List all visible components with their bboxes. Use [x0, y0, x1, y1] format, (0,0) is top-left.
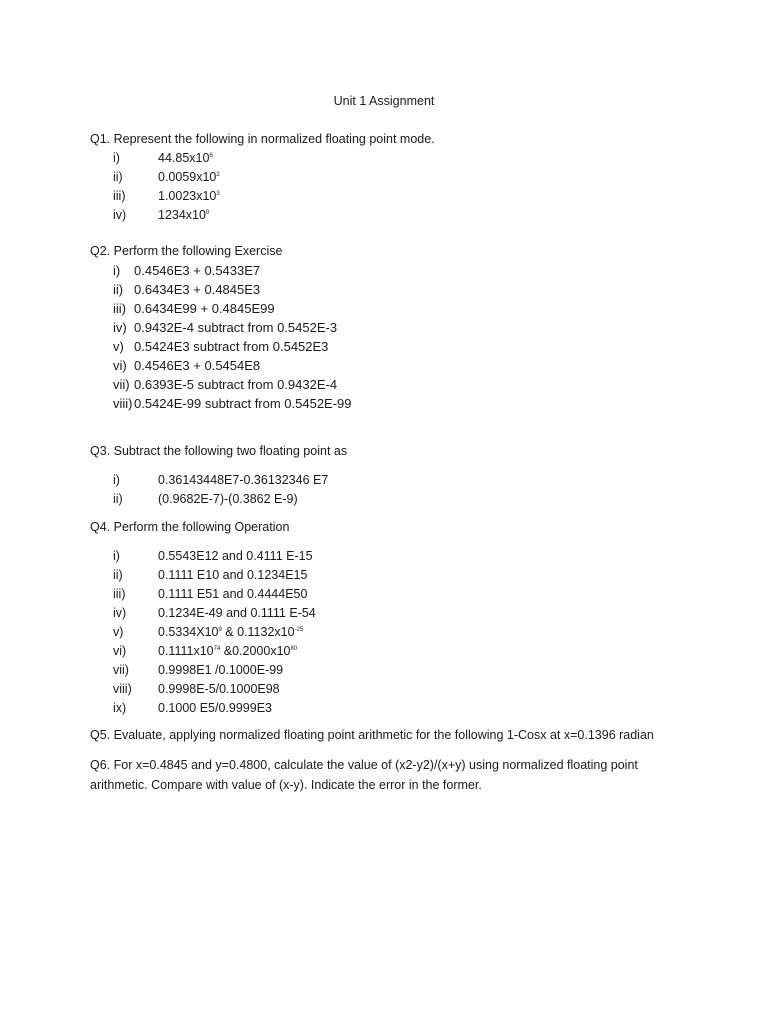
list-item — [90, 623, 690, 642]
item-number: ii) — [113, 282, 124, 297]
list-item — [90, 471, 690, 490]
list-item — [90, 318, 690, 337]
document-title: Unit 1 Assignment — [333, 94, 435, 108]
question-3-items — [90, 471, 690, 509]
list-item — [90, 699, 690, 718]
item-value: $1234x10^0$ — [158, 208, 210, 222]
question-5-text: Q5. Evaluate, applying normalized floating point arithmetic for the following 1-Cosx at x=0.1396 radian — [90, 728, 654, 742]
item-number: i) — [113, 151, 120, 165]
list-item — [90, 187, 690, 206]
item-value: 0.9998E-5/0.1000E98 — [158, 682, 280, 696]
question-4-items — [90, 547, 690, 718]
item-number: v) — [113, 339, 124, 354]
list-item — [90, 206, 690, 225]
item-number: v) — [113, 625, 124, 639]
item-number: iv) — [113, 208, 127, 222]
item-value: 0.1000 E5/0.9999E3 — [158, 701, 272, 715]
item-value: (0.9682E-7)-(0.3862 E-9) — [158, 492, 298, 506]
list-item — [90, 337, 690, 356]
item-number: i) — [113, 263, 121, 278]
question-2 — [90, 242, 690, 413]
question-3-heading: Q3. Subtract the following two floating point as — [90, 444, 348, 458]
item-number: vii) — [113, 377, 130, 392]
item-number: i) — [113, 473, 120, 487]
list-item — [90, 680, 690, 699]
item-number: iv) — [113, 606, 127, 620]
item-number: iii) — [113, 189, 126, 203]
item-number: vii) — [113, 663, 129, 677]
item-value: $44.85x10^6$ — [158, 151, 213, 165]
item-value: 0.1234E-49 and 0.1111 E-54 — [158, 606, 316, 620]
item-number: ii) — [113, 568, 123, 582]
list-item — [90, 547, 690, 566]
list-item — [90, 642, 690, 661]
item-value: 0.6434E99 + 0.4845E99 — [134, 301, 275, 316]
item-value: 0.6393E-5 subtract from 0.9432E-4 — [134, 377, 338, 392]
question-1 — [90, 130, 690, 225]
list-item — [90, 490, 690, 509]
list-item — [90, 661, 690, 680]
question-4 — [90, 518, 690, 537]
item-value: 0.1111 E10 and 0.1234E15 — [158, 568, 308, 582]
item-value: 0.5424E-99 subtract from 0.5452E-99 — [134, 396, 352, 411]
question-6-line-1: Q6. For x=0.4845 and y=0.4800, calculate the value of (x2-y2)/(x+y) using normalized floating point — [90, 758, 638, 772]
item-value: 0.9998E1 /0.1000E-99 — [158, 663, 284, 677]
list-item — [90, 375, 690, 394]
list-item — [90, 604, 690, 623]
list-item — [90, 168, 690, 187]
item-value: $0.1111x10^{74}$ $\&0.2000x10^{80}$ — [158, 644, 298, 658]
item-number: viii) — [113, 682, 132, 696]
item-number: ii) — [113, 492, 123, 506]
item-value: 0.36143448E7-0.36132346 E7 — [158, 473, 329, 487]
item-value: 0.4546E3 + 0.5433E7 — [134, 263, 261, 278]
question-3 — [90, 442, 690, 461]
item-number: iii) — [113, 587, 126, 601]
item-number: vi) — [113, 644, 127, 658]
item-value: 0.5543E12 and 0.4111 E-15 — [158, 549, 313, 563]
item-number: iv) — [113, 320, 127, 335]
list-item — [90, 394, 690, 413]
list-item — [90, 280, 690, 299]
list-item — [90, 356, 690, 375]
question-1-heading: Q1. Represent the following in normalized floating point mode. — [90, 132, 435, 146]
item-number: vi) — [113, 358, 127, 373]
question-6 — [90, 756, 710, 795]
item-number: viii) — [113, 396, 133, 411]
item-value: $0.5334X10^9$ & $0.1132x10^{-25}$ — [158, 625, 304, 639]
question-6-line-2: arithmetic. Compare with value of (x-y). Indicate the error in the former. — [90, 778, 482, 792]
item-value: $0.0059x10^2$ — [158, 170, 220, 184]
question-4-heading: Q4. Perform the following Operation — [90, 520, 290, 534]
item-number: iii) — [113, 301, 126, 316]
item-value: 0.6434E3 + 0.4845E3 — [134, 282, 261, 297]
list-item — [90, 261, 690, 280]
question-5 — [90, 726, 710, 745]
item-value: 0.5424E3 subtract from 0.5452E3 — [134, 339, 329, 354]
item-value: 0.1111 E51 and 0.4444E50 — [158, 587, 308, 601]
item-number: ix) — [113, 701, 127, 715]
list-item — [90, 585, 690, 604]
list-item — [90, 149, 690, 168]
item-value: $1.0023x10^3$ — [158, 189, 220, 203]
list-item — [90, 566, 690, 585]
list-item — [90, 299, 690, 318]
item-number: ii) — [113, 170, 123, 184]
question-2-heading: Q2. Perform the following Exercise — [90, 244, 283, 258]
item-value: 0.4546E3 + 0.5454E8 — [134, 358, 261, 373]
item-number: i) — [113, 549, 120, 563]
item-value: 0.9432E-4 subtract from 0.5452E-3 — [134, 320, 338, 335]
